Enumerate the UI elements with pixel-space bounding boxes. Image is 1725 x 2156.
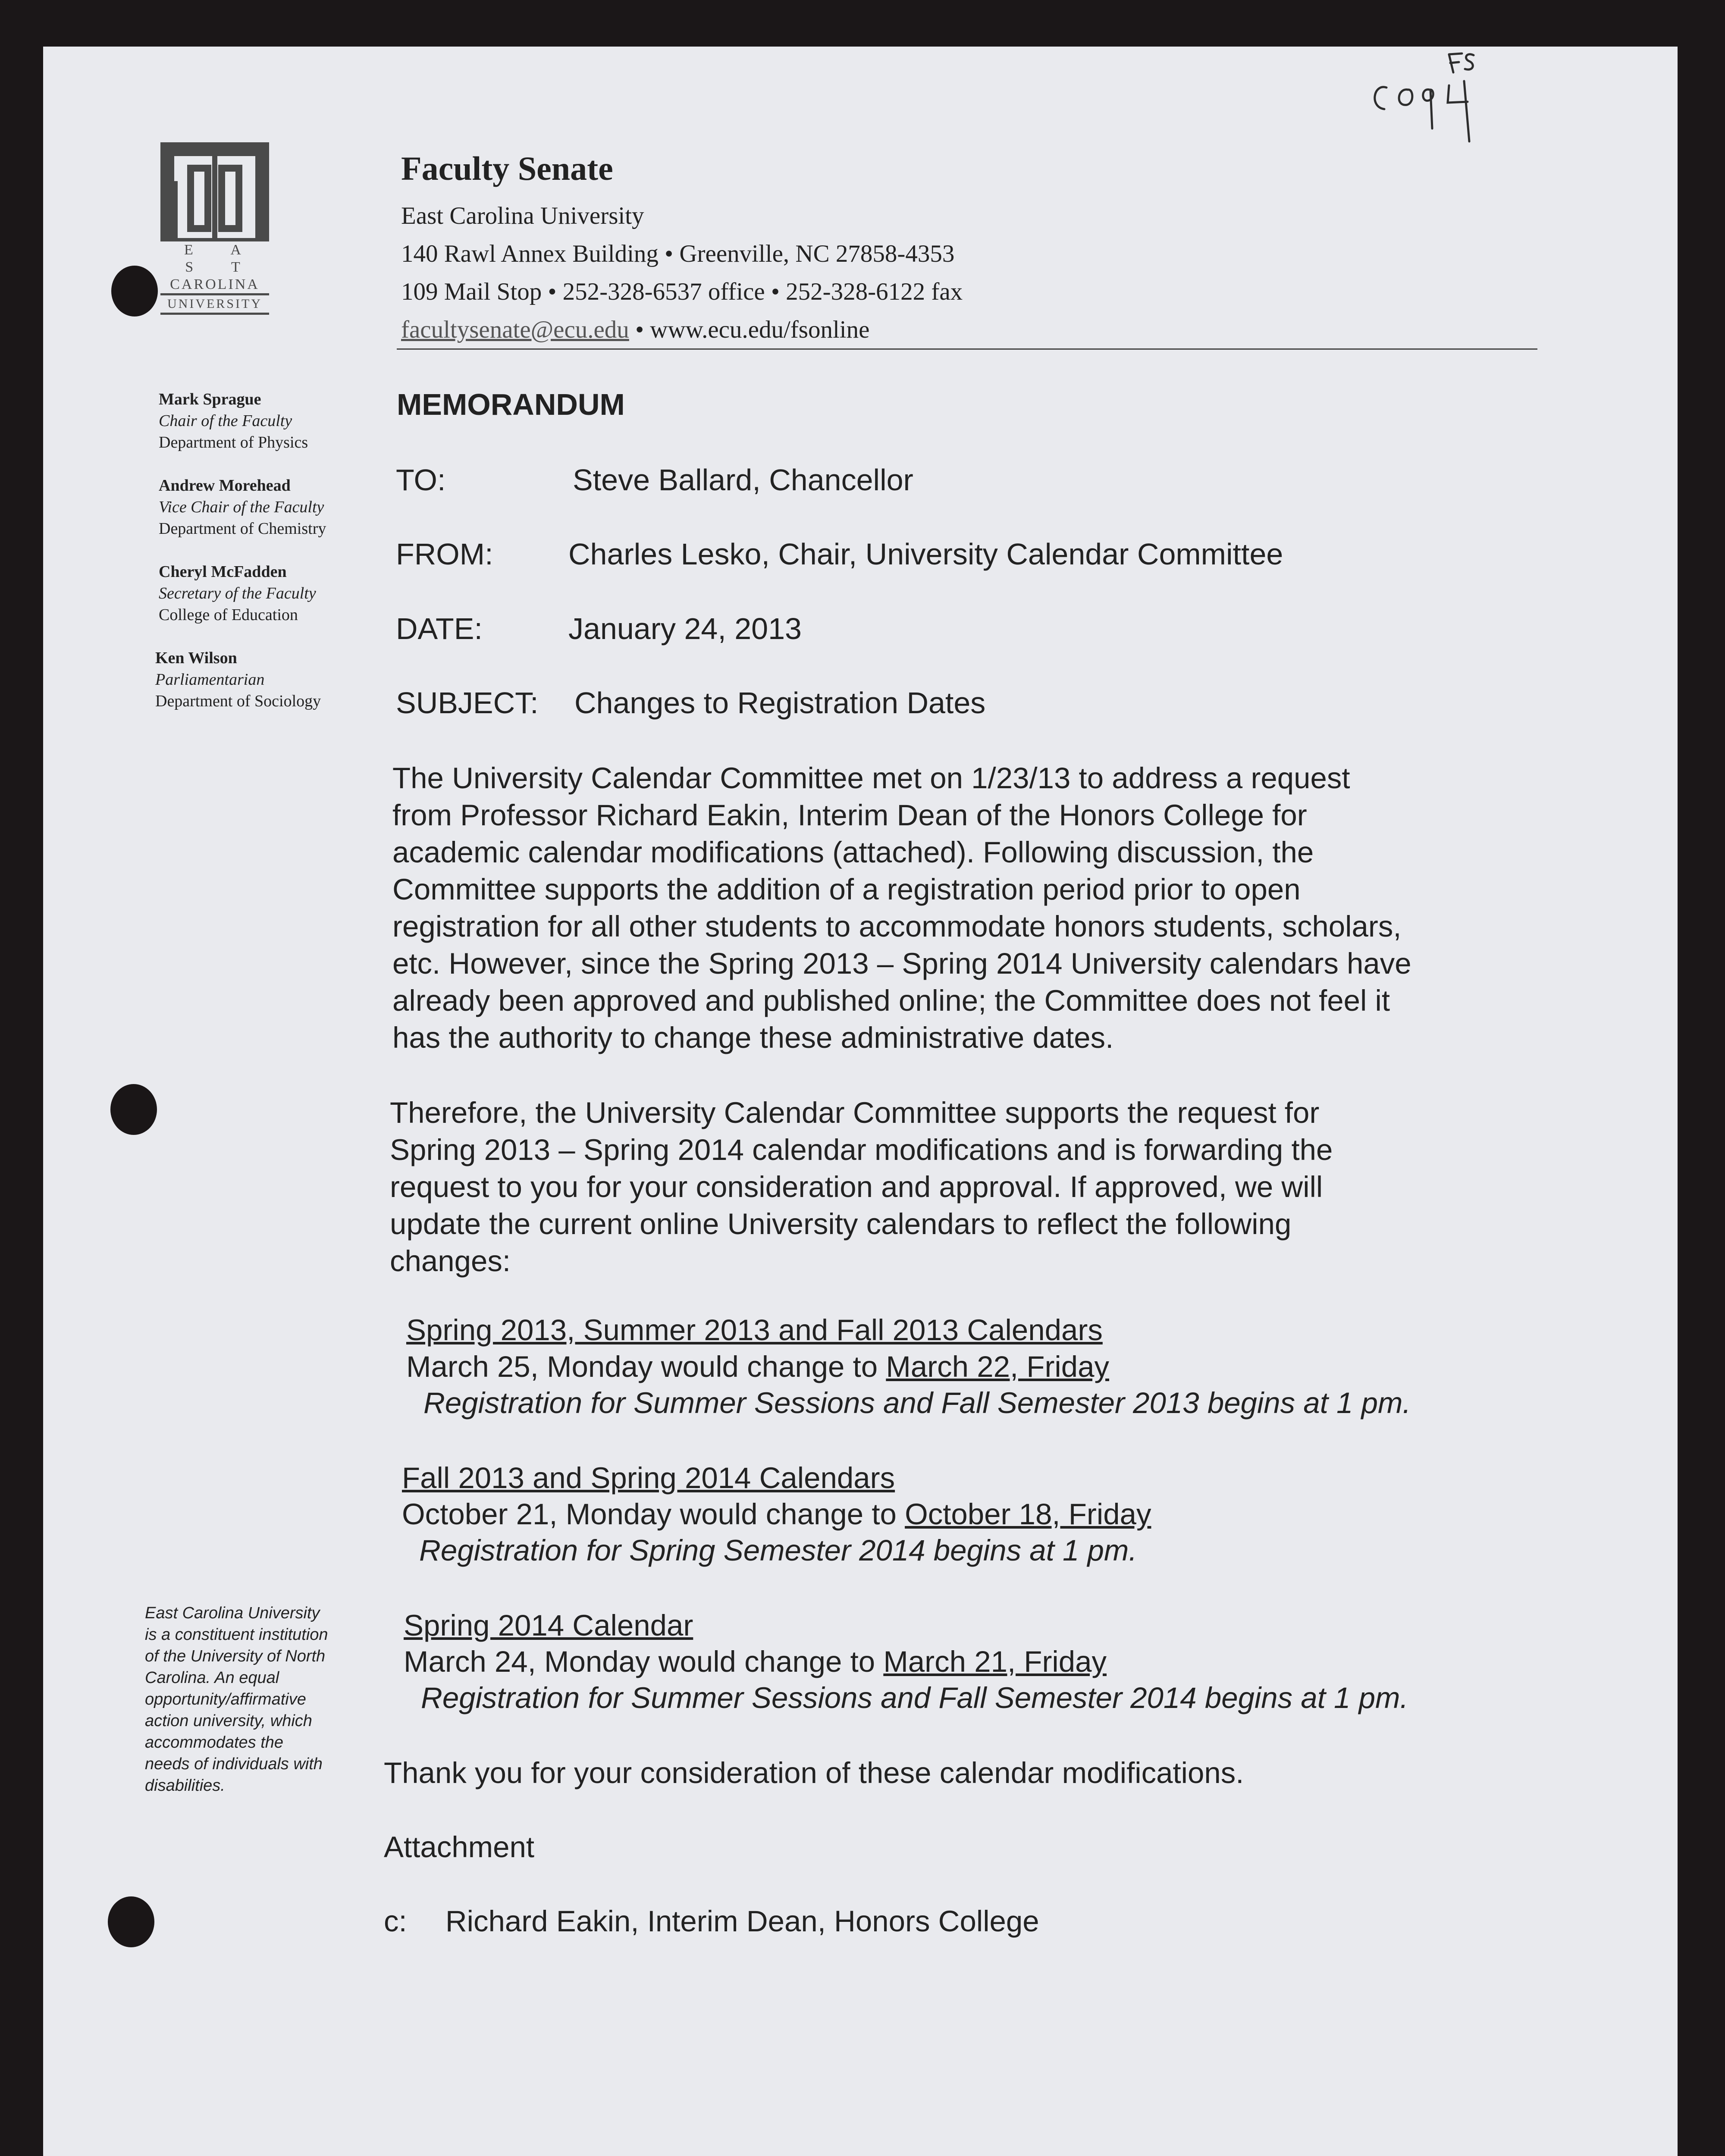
letterhead-divider [397,348,1537,350]
paragraph-line: from Professor Richard Eakin, Interim Dean of the Honors College for [392,799,1307,832]
change-prefix: March 24, Monday would change to [404,1645,884,1678]
paragraph-line: Committee supports the addition of a registration period prior to open [392,873,1301,906]
website-link[interactable]: www.ecu.edu/fsonline [650,316,870,343]
calendar-change [404,1645,1107,1679]
officer-name: Ken Wilson [155,649,237,667]
change-prefix: October 21, Monday would change to [402,1498,905,1531]
cc-recipient: Richard Eakin, Interim Dean, Honors College [445,1905,1039,1938]
letterhead-address: 140 Rawl Annex Building • Greenville, NC 27858-4353 [401,240,955,267]
email-link[interactable]: facultysenate@ecu.edu [401,316,629,343]
calendar-change [402,1497,1151,1531]
officer-block [155,647,321,712]
paragraph-line: registration for all other students to accommodate honors students, scholars, [392,910,1402,943]
footnote-line: is a constituent institution [145,1626,328,1644]
change-prefix: March 25, Monday would change to [406,1350,886,1383]
footnote-line: opportunity/affirmative [145,1690,306,1708]
body-paragraph-1 [392,760,1535,1056]
officer-dept: Department of Chemistry [159,520,326,538]
binder-hole [111,266,158,317]
attachment-label: Attachment [384,1830,535,1864]
calendar-note: Registration for Summer Sessions and Fall Semester 2014 begins at 1 pm. [421,1681,1408,1714]
from-value: Charles Lesko, Chair, University Calendar Committee [568,537,1283,571]
paragraph-line: academic calendar modifications (attached). Following discussion, the [392,836,1314,869]
officer-block [159,389,308,453]
logo-text-carolina: CAROLINA [170,276,260,292]
change-new-date: March 22, Friday [886,1350,1109,1383]
subject-value: Changes to Registration Dates [574,686,986,720]
paragraph-line: already been approved and published online; the Committee does not feel it [392,984,1390,1017]
change-new-date: March 21, Friday [883,1645,1107,1678]
footnote-line: East Carolina University [145,1604,320,1622]
officer-block [159,561,316,626]
letterhead-title: Faculty Senate [401,150,613,187]
paragraph-line: The University Calendar Committee met on 1/23/13 to address a request [392,761,1350,795]
officer-role: Secretary of the Faculty [159,584,316,602]
officer-dept: Department of Sociology [155,692,321,710]
paragraph-line: Spring 2013 – Spring 2014 calendar modifications and is forwarding the [390,1133,1333,1166]
cc-line [384,1904,1039,1938]
paragraph-line: etc. However, since the Spring 2013 – Spring 2014 University calendars have [392,947,1411,980]
handwritten-fs-copy-note [1356,47,1486,159]
officer-name: Cheryl McFadden [159,563,287,581]
officer-name: Mark Sprague [159,390,261,408]
memo-page [43,47,1678,2156]
footnote-line: accommodates the [145,1733,284,1752]
paragraph-line: Therefore, the University Calendar Committee supports the request for [390,1096,1320,1129]
binder-hole [108,1896,154,1947]
calendar-title: Fall 2013 and Spring 2014 Calendars [402,1461,895,1495]
closing-thanks: Thank you for your consideration of these calendar modifications. [384,1756,1244,1789]
officer-name: Andrew Morehead [159,476,291,495]
to-value: Steve Ballard, Chancellor [573,463,913,497]
calendar-note: Registration for Spring Semester 2014 begins at 1 pm. [419,1534,1137,1567]
calendar-change [406,1350,1109,1384]
subject-label: SUBJECT: [396,686,539,720]
officer-dept: Department of Physics [159,433,308,451]
memo-heading: MEMORANDUM [397,388,625,421]
date-label: DATE: [396,612,483,646]
ecu-logo-mark-icon [160,142,269,241]
to-label: TO: [396,463,446,497]
officer-role: Parliamentarian [155,671,265,689]
footnote-line: needs of individuals with [145,1755,323,1773]
date-value: January 24, 2013 [568,612,802,646]
letterhead-web-line [401,316,869,344]
officer-dept: College of Education [159,606,298,624]
letterhead-contact: 109 Mail Stop • 252-328-6537 office • 252-328-6122 fax [401,278,963,305]
body-paragraph-2 [390,1094,1533,1280]
paragraph-line: request to you for your consideration and approval. If approved, we will [390,1170,1323,1203]
footnote-line: Carolina. An equal [145,1669,279,1687]
officer-role: Vice Chair of the Faculty [159,498,324,516]
paragraph-line: update the current online University calendars to reflect the following [390,1207,1292,1241]
from-label: FROM: [396,537,493,571]
officer-role: Chair of the Faculty [159,412,292,430]
cc-label: c: [384,1905,407,1938]
footnote-line: of the University of North [145,1647,326,1665]
logo-text-east: E A S T [184,242,258,275]
footnote-line: disabilities. [145,1777,225,1795]
binder-hole [110,1084,157,1135]
change-new-date: October 18, Friday [905,1498,1151,1531]
letterhead-university: East Carolina University [401,202,644,229]
logo-text-university: UNIVERSITY [160,293,269,315]
calendar-note: Registration for Summer Sessions and Fall Semester 2013 begins at 1 pm. [423,1386,1411,1420]
calendar-title: Spring 2013, Summer 2013 and Fall 2013 Calendars [406,1313,1103,1347]
officer-block [159,475,326,539]
bullet-separator: • [629,316,650,343]
calendar-title: Spring 2014 Calendar [404,1609,693,1642]
footnote-line: action university, which [145,1712,312,1730]
eeo-footnote [145,1602,361,1796]
ecu-logo [160,142,269,315]
paragraph-line: changes: [390,1244,511,1278]
paragraph-line: has the authority to change these administrative dates. [392,1021,1114,1054]
